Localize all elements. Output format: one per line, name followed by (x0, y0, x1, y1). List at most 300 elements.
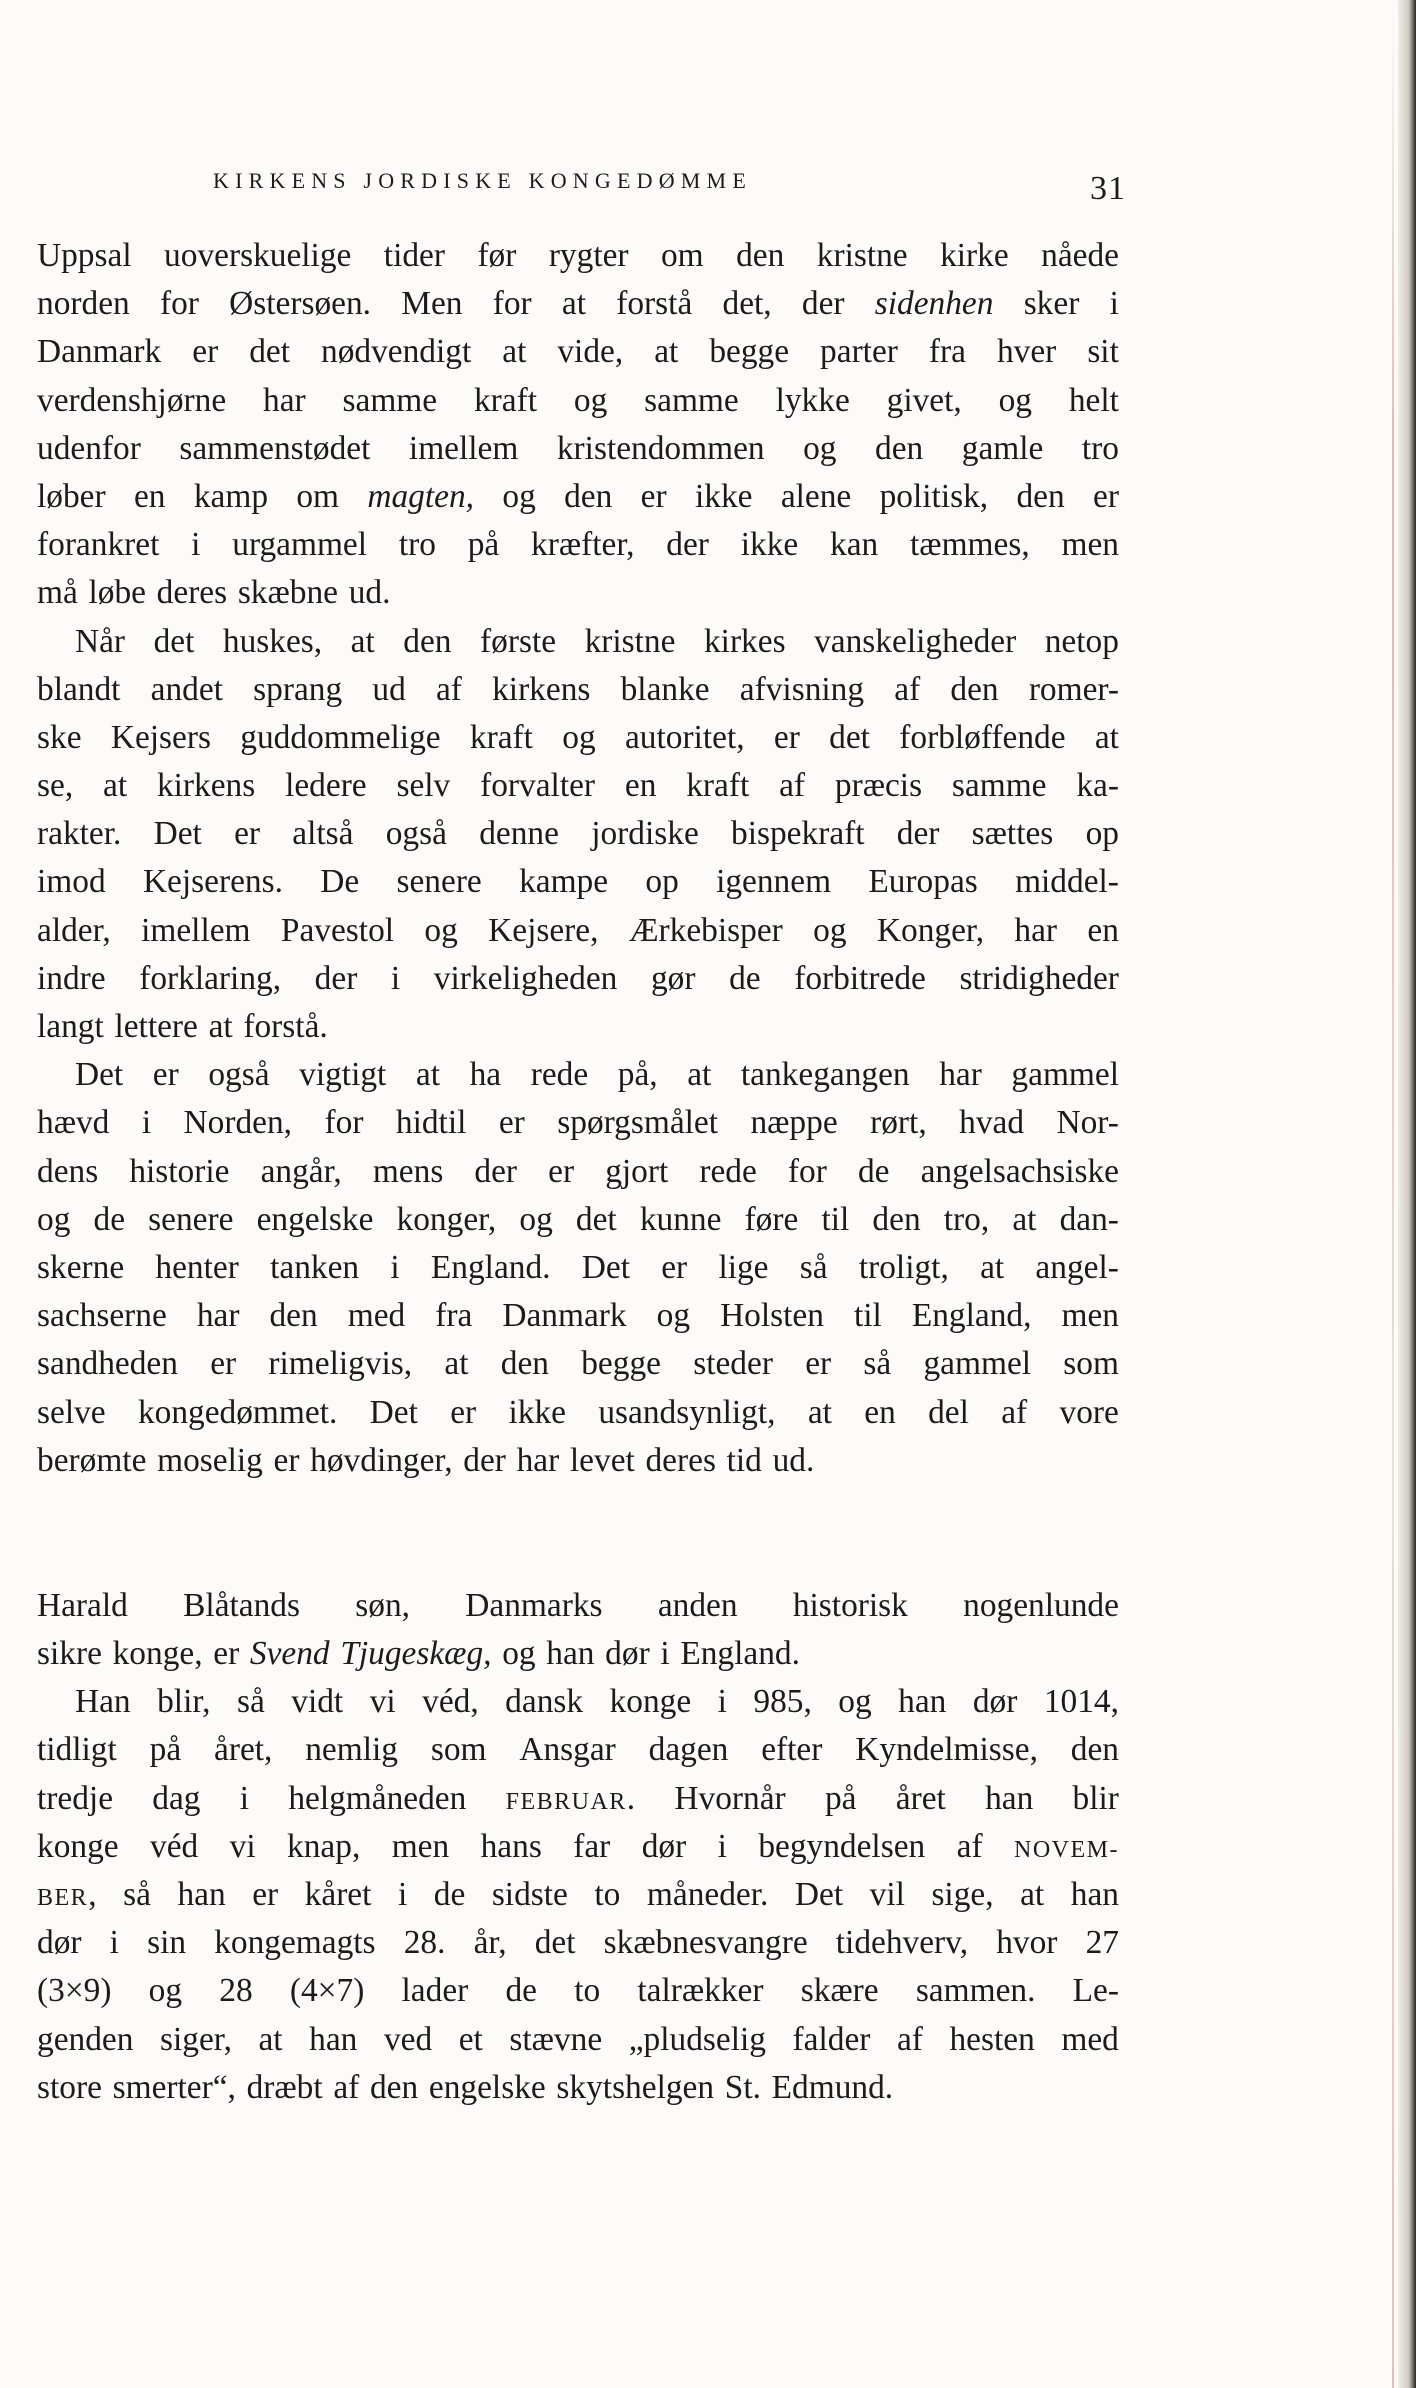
word: deres (645, 1441, 716, 1479)
word: skæbnesvangre (603, 1924, 808, 1962)
word: tider (383, 237, 445, 274)
word: vi (369, 1683, 396, 1721)
word: spørgsmålet (557, 1104, 719, 1142)
word: har (939, 1056, 982, 1094)
word: BER, (37, 1876, 97, 1913)
word: ud. (772, 1441, 815, 1479)
word: dræbt (246, 2068, 323, 2106)
word: angel- (1035, 1248, 1119, 1286)
word: Ansgar (519, 1731, 616, 1769)
word: hans (480, 1827, 542, 1865)
word: usandsynligt, (598, 1393, 776, 1431)
word: at (444, 1345, 469, 1383)
word: gamle (961, 429, 1044, 467)
word: udenfor (37, 429, 141, 467)
text-line (37, 1340, 1119, 1388)
word: det (575, 1200, 617, 1238)
word: sidste (491, 1876, 568, 1913)
word: senere (396, 863, 482, 901)
word: historisk (792, 1586, 908, 1624)
word: år, (473, 1924, 507, 1962)
text-line (37, 810, 1119, 858)
word: tidehverv, (835, 1924, 969, 1962)
word: tredje (37, 1779, 114, 1817)
word: og (37, 1200, 71, 1238)
word: store (37, 2068, 102, 2106)
word: men (391, 1827, 450, 1865)
text-line (37, 280, 1119, 328)
word: England, (911, 1297, 1032, 1335)
word: norden (37, 285, 130, 323)
word: det (829, 718, 870, 756)
word: i (660, 1635, 670, 1673)
word: de (93, 1200, 126, 1238)
word: med (1061, 2020, 1119, 2058)
word: guddommelige (240, 718, 441, 756)
word: fra (435, 1297, 473, 1335)
word: genden (37, 2020, 134, 2058)
word: skerne (37, 1248, 125, 1286)
word: 1014, (1043, 1683, 1119, 1721)
page-edge-stain (1392, 0, 1394, 2388)
word: sættes (971, 815, 1054, 853)
paragraph (37, 232, 1119, 618)
word: stridigheder (959, 959, 1119, 997)
word: sammen. (915, 1972, 1036, 2010)
word: Det (75, 1056, 124, 1094)
word: og (803, 429, 837, 467)
word: han (1070, 1876, 1119, 1913)
word: gør (650, 959, 696, 997)
text-line (37, 1967, 1119, 2015)
word: en (133, 477, 166, 515)
word: året (895, 1779, 946, 1817)
word: dagen (648, 1731, 729, 1769)
word: hidtil (395, 1104, 467, 1142)
word: det (249, 333, 290, 371)
word: og (519, 1200, 553, 1238)
word: der (666, 526, 709, 564)
word: de (433, 1876, 466, 1913)
word: høvdinger, (310, 1441, 453, 1479)
word: om (296, 477, 340, 515)
word: også (385, 815, 447, 853)
word: er (234, 815, 261, 853)
word: kongedømmet. (137, 1393, 338, 1431)
word: Det (153, 815, 202, 853)
text-line (37, 955, 1119, 1003)
word: og (562, 718, 596, 756)
word: berømte (37, 1441, 147, 1479)
word: Kejsers (110, 718, 211, 756)
word: er (661, 1248, 688, 1286)
word: hesten (949, 2020, 1035, 2058)
word: altså (292, 815, 354, 853)
word: er (1093, 477, 1119, 515)
word: en (1087, 911, 1119, 949)
text-line (37, 762, 1119, 810)
word: af (1001, 1393, 1028, 1431)
word: at (415, 1056, 441, 1094)
word: begge (709, 333, 790, 371)
word: Danmarks (465, 1586, 603, 1624)
word: historie (129, 1152, 230, 1190)
text-line (37, 1003, 1119, 1051)
word: så (123, 1876, 151, 1913)
word: i (239, 1779, 250, 1817)
word: hævd (37, 1104, 110, 1142)
body-text (37, 232, 1119, 2112)
page-header (213, 168, 1126, 208)
word: den (500, 1345, 549, 1383)
word: forstå (616, 285, 693, 323)
word: sige, (931, 1876, 994, 1913)
word: sit (1087, 333, 1119, 371)
word: hvad (959, 1104, 1025, 1142)
word: kampe (519, 863, 609, 901)
word: tid (726, 1441, 762, 1479)
word: af (894, 670, 921, 708)
word: at (350, 622, 375, 660)
word: af (956, 1827, 983, 1865)
word: imellem (141, 911, 251, 949)
word: han (985, 1779, 1034, 1817)
word: rakter. (37, 815, 122, 853)
word: Holsten (720, 1297, 824, 1335)
word: sammenstødet (179, 429, 371, 467)
word: angår, (260, 1152, 342, 1190)
word: to (594, 1876, 621, 1913)
word: der (463, 1441, 506, 1479)
text-line (37, 1292, 1119, 1340)
word: at (807, 1393, 832, 1431)
word: i (717, 1827, 727, 1865)
word: føre (744, 1200, 799, 1238)
word: NOVEM- (1013, 1836, 1119, 1863)
word: i (191, 526, 201, 564)
word: han (177, 1876, 226, 1913)
word: det, (722, 285, 772, 323)
word: for (159, 285, 199, 323)
word: Kejserens. (142, 863, 283, 901)
word: lader (401, 1972, 469, 2010)
word: denne (479, 815, 559, 853)
word: autoritet, (624, 718, 745, 756)
word: som (430, 1731, 487, 1769)
word: ikke (740, 526, 799, 564)
word: moselig (157, 1441, 263, 1479)
word: ske (37, 718, 82, 756)
word: smerter“, (112, 2068, 236, 2106)
word: deres (156, 574, 228, 612)
word: skæbne (237, 574, 338, 612)
word: og (998, 381, 1032, 419)
word: den (369, 2068, 419, 2106)
word: at (1012, 1200, 1037, 1238)
word: og (502, 1635, 536, 1673)
word: tanken (270, 1248, 360, 1286)
word: ikke (694, 477, 753, 515)
word: netop (1044, 622, 1119, 660)
text-line (37, 858, 1119, 906)
word: der (474, 1152, 518, 1190)
word: forstå. (243, 1008, 328, 1045)
word: den (950, 670, 999, 708)
word: véd (150, 1827, 199, 1865)
word: Ærkebisper (628, 911, 783, 949)
word: kraft (686, 767, 750, 805)
text-line (37, 1389, 1119, 1437)
text-line (37, 2064, 1119, 2112)
word: efter (761, 1731, 823, 1769)
word: har (196, 1297, 240, 1335)
word: Konger, (876, 911, 985, 949)
word: Danmark (37, 333, 162, 371)
word: sin (147, 1924, 187, 1962)
word: ledere (285, 767, 367, 805)
word: konge (609, 1683, 692, 1721)
word: er (640, 477, 667, 515)
word: Blåtands (183, 1586, 300, 1624)
word: kraft (473, 381, 538, 419)
word: lige (718, 1248, 769, 1286)
word: en (624, 767, 657, 805)
word: virkeligheden (433, 959, 618, 997)
word: at (502, 333, 527, 371)
word: i (1109, 285, 1119, 323)
text-line (37, 714, 1119, 762)
word: har (1014, 911, 1058, 949)
word: kræfter, (531, 526, 635, 564)
word: kongemagts (214, 1924, 376, 1962)
word: præcis (834, 767, 923, 805)
word: før (477, 237, 517, 274)
word: er (152, 1056, 179, 1094)
word: tro (398, 526, 436, 564)
word: Kejsere, (488, 911, 599, 949)
word: tankegangen (740, 1056, 910, 1094)
word: igennem (716, 863, 832, 901)
text-line (37, 1630, 1119, 1678)
word: til (821, 1200, 850, 1238)
text-line (37, 1051, 1119, 1099)
word: og (424, 911, 458, 949)
word: rygter (548, 237, 629, 274)
word: blir, (157, 1683, 211, 1721)
word: at (208, 1008, 233, 1045)
text-line (37, 1678, 1119, 1726)
word: middel- (1015, 863, 1119, 901)
word: den (403, 622, 452, 660)
word: op (645, 863, 679, 901)
word: helt (1068, 381, 1119, 419)
word: rørt, (870, 1104, 927, 1142)
word: to (574, 1972, 601, 2010)
word: må (37, 574, 78, 612)
word: anden (657, 1586, 738, 1624)
word: konger, (396, 1200, 497, 1238)
word: på, (617, 1056, 658, 1094)
word: nemlig (305, 1731, 398, 1769)
word: ka- (1076, 767, 1119, 805)
word: levet (569, 1441, 635, 1479)
word: kristne (816, 237, 908, 274)
word: selv (396, 767, 451, 805)
word: troligt, (858, 1248, 949, 1286)
word: samme (342, 381, 438, 419)
word: lettere (114, 1008, 198, 1045)
text-line (37, 1437, 1119, 1485)
word: har (516, 1441, 560, 1479)
word: er (450, 1393, 477, 1431)
word: konge, (112, 1635, 203, 1673)
word: skære (800, 1972, 879, 2010)
word: imellem (408, 429, 519, 467)
word: han (309, 2020, 358, 2058)
word: siger, (160, 2020, 232, 2058)
word: de (505, 1972, 537, 2010)
word: er (805, 1345, 832, 1383)
word: engelske (256, 1200, 374, 1238)
word: Harald (37, 1586, 128, 1624)
word: forbløffende (899, 718, 1066, 756)
word: (3×9) (37, 1972, 112, 2010)
word: alder, (37, 911, 111, 949)
word: indre (37, 959, 106, 997)
page-number: 31 (1090, 170, 1126, 207)
word: knap, (287, 1827, 361, 1865)
word: alene (780, 477, 852, 515)
text-line (37, 1919, 1119, 1967)
word: politisk, (879, 477, 989, 515)
word: er (273, 1441, 300, 1479)
paragraph (37, 1582, 1119, 1678)
word: romer- (1028, 670, 1119, 708)
word: huskes, (222, 622, 323, 660)
word: og (502, 477, 536, 515)
word: se, (37, 767, 74, 805)
word: Europas (868, 863, 978, 901)
word: at (258, 2020, 283, 2058)
word: rede (699, 1152, 757, 1190)
word: i (141, 1104, 152, 1142)
word: på (467, 526, 500, 564)
word: et (458, 2020, 483, 2058)
word: konge (37, 1827, 119, 1865)
word: dør (605, 1635, 650, 1673)
word: bispekraft (731, 815, 865, 853)
word: er (213, 1635, 240, 1673)
word: andet (150, 670, 223, 708)
word: lykke (775, 381, 850, 419)
text-line (37, 2016, 1119, 2064)
word: kirkens (492, 670, 591, 708)
word: urgammel (232, 526, 368, 564)
word: Det (369, 1393, 418, 1431)
word: dør (37, 1924, 82, 1962)
word: og (656, 1297, 691, 1335)
word: vigtigt (299, 1056, 387, 1094)
word: Edmund. (771, 2068, 894, 2106)
text-line (37, 1196, 1119, 1244)
word: løbe (88, 574, 146, 612)
word: rimeligvis, (268, 1345, 413, 1383)
word: af (435, 670, 462, 708)
word: ud. (348, 574, 391, 612)
word: selve (37, 1393, 106, 1431)
word: for (492, 285, 532, 323)
word: og (813, 911, 847, 949)
word: den (875, 429, 924, 467)
running-head: KIRKENS JORDISKE KONGEDØMME (213, 168, 752, 193)
text-line (37, 1726, 1119, 1774)
word: uoverskuelige (164, 237, 352, 274)
word: ikke (508, 1393, 566, 1431)
word: Det (581, 1248, 630, 1286)
word: at (1094, 718, 1119, 756)
word: jordiske (591, 815, 699, 853)
word: stævne (509, 2020, 603, 2058)
word: talrækker (637, 1972, 764, 2010)
text-line (37, 1871, 1119, 1919)
word: med (347, 1297, 406, 1335)
word: året, (214, 1731, 273, 1769)
page-edge-shadow (1398, 0, 1416, 2388)
word: Uppsal (37, 237, 132, 274)
word: den (736, 237, 785, 274)
word: at (1020, 1876, 1045, 1913)
word: dør (972, 1683, 1018, 1721)
word: falder (792, 2020, 871, 2058)
word: tæmmes, (910, 526, 1030, 564)
text-line (37, 473, 1119, 521)
word: søn, (355, 1586, 411, 1624)
word: og (573, 381, 608, 419)
word: første (480, 622, 557, 660)
word: at (687, 1056, 712, 1094)
word: sandheden (37, 1345, 178, 1383)
word: sidenhen (874, 285, 994, 323)
word: Han (75, 1683, 131, 1721)
paragraph (37, 1678, 1119, 2112)
word: kristendommen (556, 429, 765, 467)
text-line (37, 907, 1119, 955)
word: engelske (428, 2068, 546, 2106)
word: kristne (584, 622, 676, 660)
word: imod (37, 863, 106, 901)
word: sprang (253, 670, 343, 708)
word: Kyndelmisse, (855, 1731, 1038, 1769)
paragraph (37, 1051, 1119, 1485)
word: dør (641, 1827, 687, 1865)
word: dag (152, 1779, 201, 1817)
word: forvalter (480, 767, 596, 805)
word: sikre (37, 1635, 102, 1673)
word: Men (401, 285, 463, 323)
word: FEBRUAR. (505, 1779, 636, 1817)
text-line (37, 1099, 1119, 1147)
word: Svend (249, 1635, 330, 1673)
word: Det (794, 1876, 844, 1913)
word: Østersøen. (229, 285, 372, 323)
word: så (236, 1683, 265, 1721)
text-line (37, 328, 1119, 376)
word: også (208, 1056, 270, 1094)
word: af (333, 2068, 360, 2106)
word: i (397, 1876, 408, 1913)
word: gammel (1011, 1056, 1119, 1094)
word: gjort (605, 1152, 669, 1190)
